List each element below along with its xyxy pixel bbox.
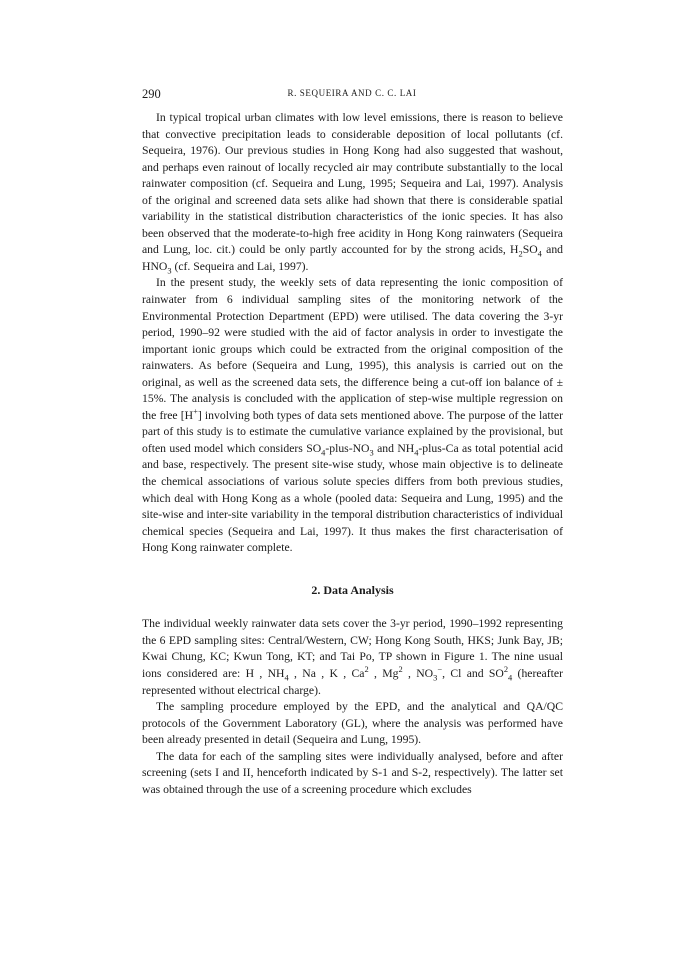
section-heading: 2. Data Analysis xyxy=(311,582,394,597)
page-header xyxy=(142,87,562,103)
paragraph-2: In the present study, the weekly sets of data representing the ionic composition of rainwater from 6 individual sampling sites of the monitoring network of the Environmental Protection Department (EPD) were utilised. The data covering the 3-yr period, 1990–92 were studied with the aid of factor analysis in order to investigate the important ionic groups which could be extracted from the original composition of the rainwaters. As before (Sequeira and Lung, 1995), this analysis is carried out on the original, as well as the screened data sets, the difference being a cut-off ion balance of ± 15%. The analysis is concluded with the application of step-wise multiple regression on the free [H+] involving both types of data sets mentioned above. The purpose of the latter part of this study is to estimate the cumulative variance explained by the provisional, but often used model which considers $SO_4-plus-NO_3$ and $NH_4-plus-Ca$ as total potential acid and base, respectively. The present site-wise study, whose main objective is to delineate the chemical associations of various solute species differs from both previous studies, which deal with Hong Kong as a whole (pooled data: Sequeira and Lung, 1995) and the site-wise and inter-site variability in the temporal distribution characteristics of individual chemical species (Sequeira and Lai, 1997). It thus makes the first characterisation of Hong Kong rainwater complete. xyxy=(142,276,563,555)
paragraph-1: In typical tropical urban climates with low level emissions, there is reason to believe that convective precipitation leads to considerable deposition of local pollutants (cf. Sequeira, 1976). Our previous studies in Hong Kong had also suggested that washout, and perhaps even rainout of locally recycled air may contribute substantially to the local rainwater composition (cf. Sequeira and Lung, 1995; Sequeira and Lai, 1997). Analysis of the original and screened data sets alike had shown that there is considerable spatial variability in the statistical distribution characteristics of the ionic species. It has also been observed that the moderate-to-high free acidity in Hong Kong rainwaters (Sequeira and Lung, loc. cit.) could be only partly accounted for by the strong acids, $H_2SO_4$ and $HNO_3$ (cf. Sequeira and Lai, 1997). xyxy=(142,111,564,276)
paragraph-3: The individual weekly rainwater data sets cover the 3-yr period, 1990–1992 representing the 6 EPD sampling sites: Central/Western, CW; Hong Kong South, HKS; Junk Bay, JB; Kwai Chung, KC; Kwun Tong, KT; and Tai Po, TP shown in Figure 1. The nine usual ions considered are: H , $NH_4$ , Na , K , Ca$^2$ , Mg$^2$ , $NO_3^-$, Cl and $SO^2_4$ (hereafter represented without electrical charge). xyxy=(142,617,563,697)
page-number: 290 xyxy=(142,87,161,101)
paragraph-5: The data for each of the sampling sites were individually analysed, before and after screening (sets I and II, henceforth indicated by S-1 and S-2, respectively). The latter set was obtained through the use of a screening procedure which excludes xyxy=(142,749,563,796)
paragraph-4: The sampling procedure employed by the EPD, and the analytical and QA/QC protocols of the Government Laboratory (GL), where the analysis was performed have been already presented in detail (Sequeira and Lung, 1995). xyxy=(142,700,563,747)
body-text xyxy=(142,110,563,798)
running-title: R. SEQUEIRA AND C. C. LAI xyxy=(287,88,417,98)
